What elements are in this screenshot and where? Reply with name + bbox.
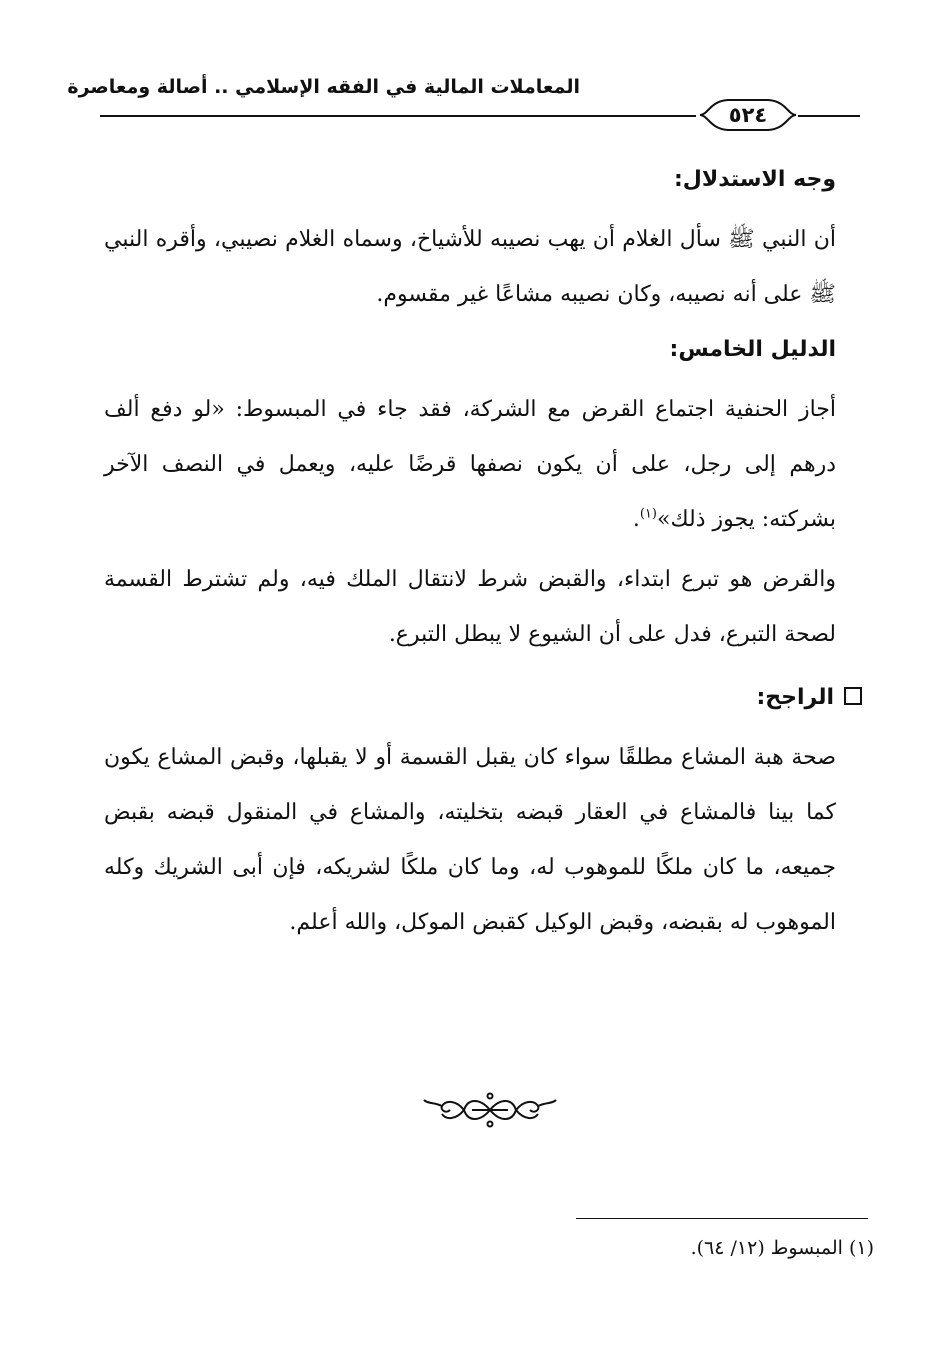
paragraph-dalil — [104, 382, 836, 547]
rajih-heading-label: الراجح: — [756, 685, 834, 710]
page-number: ٥٢٤ — [728, 103, 768, 127]
section-heading-wajh: وجه الاستدلال: — [673, 167, 836, 192]
paragraph-rajih: صحة هبة المشاع مطلقًا سواء كان يقبل القسمة أو لا يقبلها، وقبض المشاع يكون كما بينا فالمشاع في العقار قبضه بتخليته، والمشاع في المنقول قبضه بقبض جميعه، ما كان ملكًا للموهوب له، وما كان ملكًا لشريكه، فإن أبى الشريك وكله الموهوب له بقبضه، وقبض الوكيل كقبض الموكل، والله أعلم. — [104, 745, 836, 935]
paragraph-wajh: أن النبي ﷺ سأل الغلام أن يهب نصيبه للأشياخ، وسماه الغلام نصيبي، وأقره النبي ﷺ على أنه نصيبه، وكان نصيبه مشاعًا غير مقسوم. — [104, 227, 836, 307]
paragraph-dalil-end: . — [632, 507, 640, 532]
paragraph-dalil-text: أجاز الحنفية اجتماع القرض مع الشركة، فقد جاء في المبسوط: «لو دفع ألف درهم إلى رجل، على أن يكون نصفها قرضًا عليه، ويعمل في النصف الآخر بشركته: يجوز ذلك» — [104, 397, 836, 532]
section-heading-rajih — [756, 678, 862, 718]
footnote-rule — [576, 1218, 868, 1219]
footnote-1: (١) المبسوط (١٢/ ٦٤). — [690, 1237, 874, 1259]
footnote-reference[interactable]: (١) — [639, 506, 657, 522]
paragraph-qard: والقرض هو تبرع ابتداء، والقبض شرط لانتقال الملك فيه، ولم تشترط القسمة لصحة التبرع، فدل على أن الشيوع لا يبطل التبرع. — [104, 567, 836, 647]
section-heading-dalil: الدليل الخامس: — [669, 337, 836, 362]
header-rule-right — [798, 115, 860, 117]
decorative-flourish-icon — [420, 1090, 560, 1130]
header-rule — [100, 115, 696, 117]
running-title: المعاملات المالية في الفقه الإسلامي .. أصالة ومعاصرة — [67, 76, 580, 98]
square-checkbox-icon — [844, 687, 862, 705]
